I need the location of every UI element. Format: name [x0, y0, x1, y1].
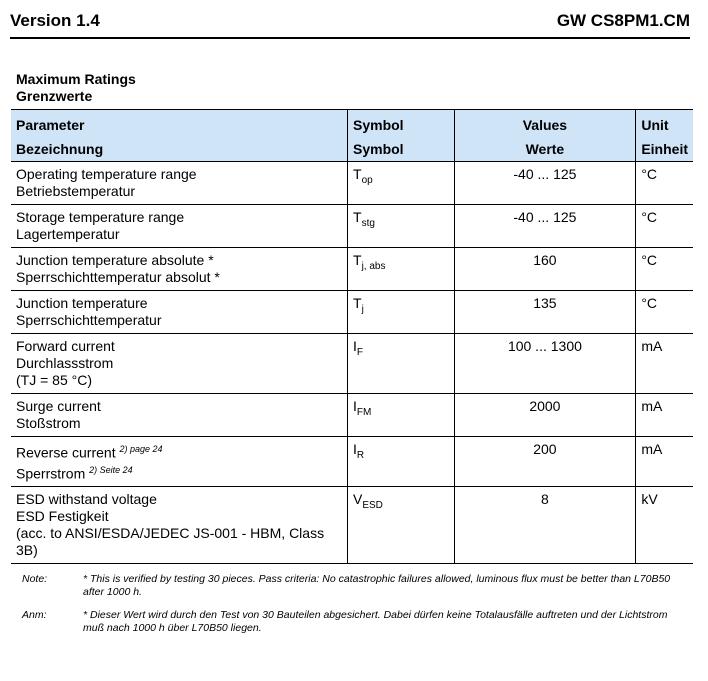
- cell-unit: °C: [636, 248, 693, 291]
- symbol-subscript: ESD: [362, 500, 383, 512]
- cell-symbol: [348, 334, 455, 394]
- maximum-ratings-table: [11, 109, 693, 564]
- cell-parameter: [11, 487, 348, 564]
- cell-parameter: [11, 437, 348, 487]
- header-symbol: [348, 110, 455, 162]
- symbol-letter: I: [353, 441, 357, 457]
- table-header-row: [11, 110, 693, 162]
- cell-value: -40 ... 125: [454, 162, 636, 205]
- parameter-line: Betriebstemperatur: [16, 183, 136, 199]
- header-symbol-de: Symbol: [353, 141, 404, 157]
- cell-value: -40 ... 125: [454, 205, 636, 248]
- symbol-letter: I: [353, 338, 357, 354]
- parameter-line: Junction temperature absolute *: [16, 252, 214, 268]
- parameter-line: Operating temperature range: [16, 166, 197, 182]
- parameter-line: Sperrschichttemperatur absolut *: [16, 269, 220, 285]
- note-item: [22, 573, 682, 599]
- symbol-letter: T: [353, 252, 362, 268]
- symbol-letter: I: [353, 398, 357, 414]
- cell-unit: kV: [636, 487, 693, 564]
- header-divider: [10, 37, 690, 39]
- symbol-subscript: F: [356, 346, 363, 358]
- product-code: GW CS8PM1.CM: [556, 11, 690, 30]
- cell-symbol: [348, 487, 455, 564]
- footnote-reference: 2) Seite 24: [89, 464, 133, 475]
- section-title-de: Grenzwerte: [16, 88, 93, 104]
- symbol-subscript: j, abs: [361, 260, 386, 272]
- parameter-line: Forward current: [16, 338, 115, 354]
- parameter-line: (acc. to ANSI/ESDA/JEDEC JS-001 - HBM, Class 3B): [16, 525, 325, 559]
- table-body: [11, 162, 693, 564]
- header-values-de: Werte: [525, 141, 565, 157]
- symbol-subscript: j: [361, 303, 364, 315]
- cell-symbol: [348, 291, 455, 334]
- parameter-line: Storage temperature range: [16, 209, 185, 225]
- symbol-letter: T: [353, 209, 362, 225]
- header-unit-de: Einheit: [641, 141, 688, 157]
- cell-symbol: [348, 162, 455, 205]
- cell-parameter: [11, 205, 348, 248]
- symbol-letter: V: [353, 491, 363, 508]
- parameter-line: Reverse current $^{2) page 24}$: [16, 444, 163, 461]
- header-values-en: Values: [522, 117, 568, 133]
- version-label: Version 1.4: [10, 11, 100, 30]
- symbol-subscript: R: [356, 449, 365, 461]
- cell-value: 8: [454, 487, 636, 564]
- cell-symbol: [348, 394, 455, 437]
- table-row: [11, 248, 693, 291]
- header-parameter-de: Bezeichnung: [16, 141, 104, 157]
- table-row: [11, 437, 693, 487]
- section-title-en: Maximum Ratings: [16, 71, 136, 87]
- cell-value: 135: [454, 291, 636, 334]
- header-unit-en: Unit: [641, 117, 669, 133]
- cell-parameter: [11, 394, 348, 437]
- note-text: * Dieser Wert wird durch den Test von 30 Bauteilen abgesichert. Dabei dürfen keine Totalausfälle auftreten und der Lichtstrom muß nach 1000 h über L70B50 liegen.: [83, 609, 668, 634]
- section-title: [16, 71, 136, 105]
- parameter-line: Junction temperature: [16, 295, 148, 311]
- parameter-line: (TJ = 85 °C): [16, 372, 93, 388]
- note-label: Note:: [22, 573, 48, 585]
- header-unit: [636, 110, 693, 162]
- cell-value: 2000: [454, 394, 636, 437]
- cell-unit: °C: [636, 291, 693, 334]
- symbol-subscript: FM: [356, 406, 372, 418]
- table-row: [11, 205, 693, 248]
- table-row: [11, 394, 693, 437]
- cell-unit: mA: [636, 394, 693, 437]
- cell-unit: mA: [636, 437, 693, 487]
- parameter-line: Sperrschichttemperatur: [16, 312, 162, 328]
- header-values: [454, 110, 636, 162]
- table-row: [11, 334, 693, 394]
- cell-value: 200: [454, 437, 636, 487]
- parameter-line: Durchlassstrom: [16, 355, 114, 371]
- cell-parameter: [11, 334, 348, 394]
- page-header: [10, 11, 690, 35]
- cell-unit: °C: [636, 205, 693, 248]
- header-parameter: [11, 110, 348, 162]
- header-symbol-en: Symbol: [353, 117, 404, 133]
- table-row: [11, 291, 693, 334]
- header-parameter-en: Parameter: [16, 117, 85, 133]
- symbol-letter: T: [353, 295, 362, 311]
- parameter-line: Surge current: [16, 398, 101, 414]
- cell-parameter: [11, 248, 348, 291]
- symbol-letter: T: [353, 166, 362, 182]
- cell-value: 160: [454, 248, 636, 291]
- cell-parameter: [11, 162, 348, 205]
- parameter-line: Sperrstrom $^{2) Seite 24}$: [16, 464, 133, 482]
- table-row: [11, 162, 693, 205]
- symbol-subscript: stg: [361, 217, 375, 229]
- parameter-line: Lagertemperatur: [16, 226, 120, 242]
- note-text: * This is verified by testing 30 pieces. Pass criteria: No catastrophic failures allowed, luminous flux must be better than L70B50 after 1000 h.: [83, 573, 671, 598]
- cell-symbol: [348, 248, 455, 291]
- note-item: [22, 609, 682, 635]
- symbol-subscript: op: [361, 174, 373, 186]
- parameter-line: ESD withstand voltage: [16, 491, 157, 508]
- cell-unit: mA: [636, 334, 693, 394]
- cell-symbol: [348, 437, 455, 487]
- cell-parameter: [11, 291, 348, 334]
- parameter-line: ESD Festigkeit: [16, 508, 109, 525]
- parameter-line: Stoßstrom: [16, 415, 81, 431]
- note-label: Anm:: [22, 609, 47, 621]
- cell-symbol: [348, 205, 455, 248]
- notes-section: [22, 573, 682, 645]
- cell-unit: °C: [636, 162, 693, 205]
- table-row: [11, 487, 693, 564]
- cell-value: 100 ... 1300: [454, 334, 636, 394]
- footnote-reference: 2) page 24: [119, 444, 163, 454]
